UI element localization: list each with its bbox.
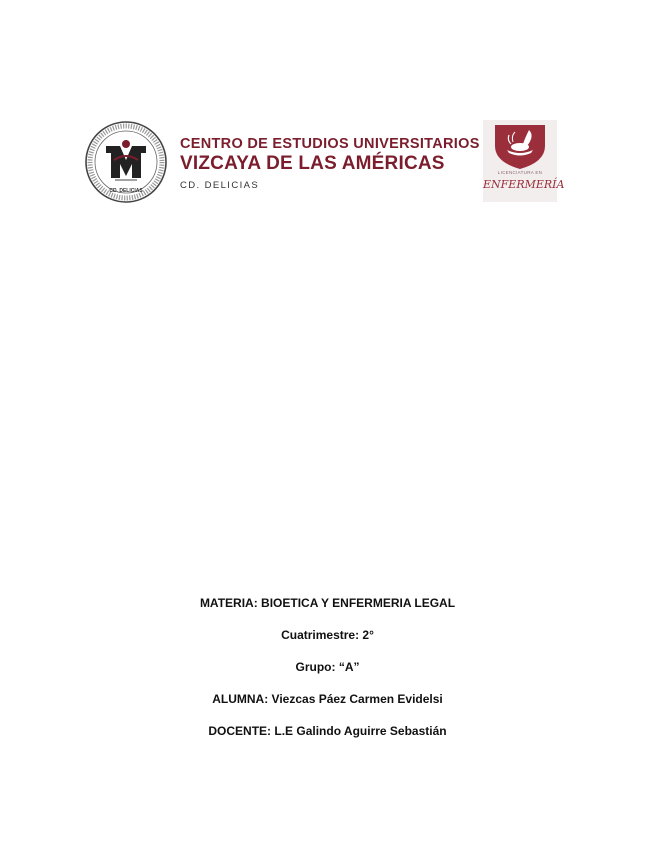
nursing-logo-title: ENFERMERÍA xyxy=(483,178,565,191)
university-seal-logo xyxy=(84,120,168,204)
nursing-logo-subtitle: LICENCIATURA EN xyxy=(497,170,543,175)
teacher-line: DOCENTE: L.E Galindo Aguirre Sebastián xyxy=(208,724,447,738)
campus-name: CD. DELICIAS xyxy=(180,180,260,191)
institution-name-line1: CENTRO DE ESTUDIOS UNIVERSITARIOS xyxy=(180,136,480,152)
term-line: Cuatrimestre: 2° xyxy=(281,628,374,642)
group-line: Grupo: “A” xyxy=(295,660,360,674)
student-line: ALUMNA: Viezcas Páez Carmen Evidelsi xyxy=(212,692,443,706)
nursing-shield-icon xyxy=(483,120,557,170)
institution-name-line2: VIZCAYA DE LAS AMÉRICAS xyxy=(180,153,445,174)
document-header xyxy=(0,0,655,220)
nursing-program-logo xyxy=(483,120,565,202)
subject-line: MATERIA: BIOETICA Y ENFERMERIA LEGAL xyxy=(199,596,456,610)
cover-info-block xyxy=(0,596,655,756)
seal-campus-text: CD. DELICIAS xyxy=(109,188,143,194)
institution-name-block xyxy=(180,136,480,191)
